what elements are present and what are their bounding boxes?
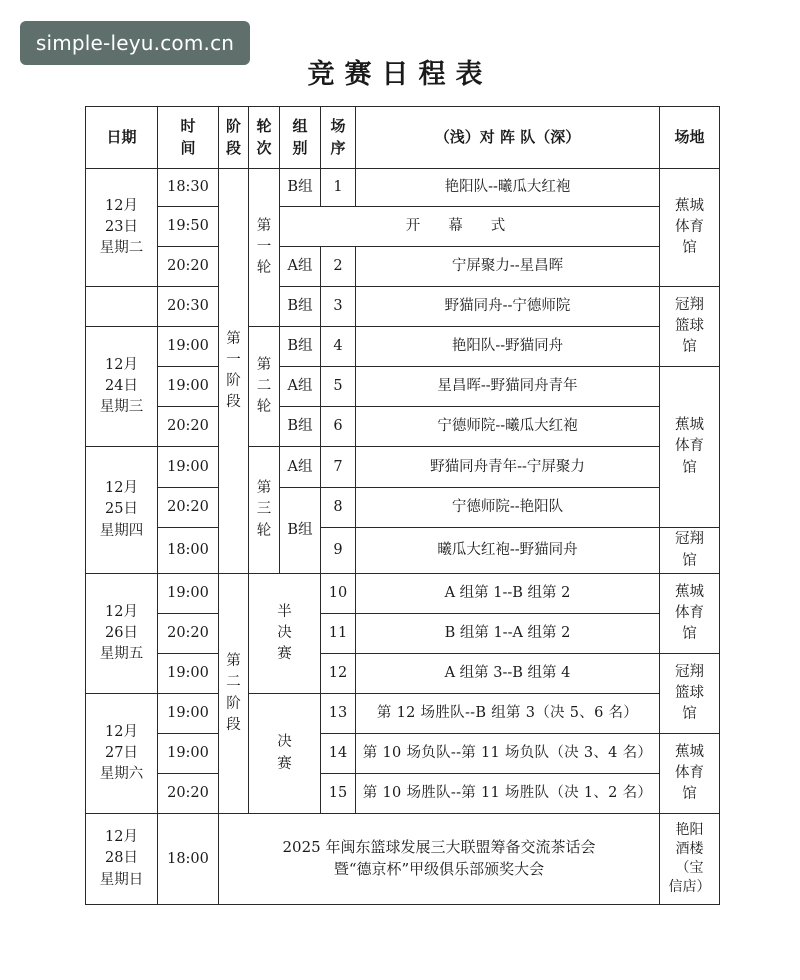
match-no-cell: 6 bbox=[321, 407, 356, 447]
teams-cell: 第 10 场胜队--第 11 场胜队（决 1、2 名） bbox=[356, 774, 660, 814]
venue-cell: 蕉城 体育 馆 bbox=[660, 367, 720, 528]
table-row bbox=[86, 247, 720, 287]
header-match-no: 场 序 bbox=[321, 107, 356, 169]
header-time: 时 间 bbox=[158, 107, 219, 169]
match-no-cell: 11 bbox=[321, 614, 356, 654]
time-cell: 19:00 bbox=[158, 327, 219, 367]
time-cell: 20:20 bbox=[158, 247, 219, 287]
round-cell: 半 决 赛 bbox=[249, 574, 321, 694]
table-row bbox=[86, 528, 720, 574]
match-no-cell: 15 bbox=[321, 774, 356, 814]
match-no-cell: 14 bbox=[321, 734, 356, 774]
date-cell: 12月 28日 星期日 bbox=[86, 814, 158, 905]
round-cell: 决 赛 bbox=[249, 694, 321, 814]
group-cell: B组 bbox=[280, 407, 321, 447]
page-title: 竞赛日程表 bbox=[307, 59, 493, 90]
teams-cell: 艳阳队--野猫同舟 bbox=[356, 327, 660, 367]
table-row bbox=[86, 814, 720, 905]
match-no-cell: 10 bbox=[321, 574, 356, 614]
match-no-cell: 12 bbox=[321, 654, 356, 694]
header-teams: （浅）对 阵 队（深） bbox=[356, 107, 660, 169]
venue-cell: 冠翔 馆 bbox=[660, 528, 720, 574]
match-no-cell: 4 bbox=[321, 327, 356, 367]
schedule-table bbox=[85, 106, 720, 905]
stage-cell: 第 二 阶 段 bbox=[219, 574, 249, 814]
time-cell: 18:00 bbox=[158, 814, 219, 905]
header-stage: 阶 段 bbox=[219, 107, 249, 169]
teams-cell: 宁屏聚力--星昌晖 bbox=[356, 247, 660, 287]
teams-cell: 宁德师院--艳阳队 bbox=[356, 488, 660, 528]
header-row bbox=[86, 107, 720, 169]
table-row bbox=[86, 367, 720, 407]
time-cell: 19:00 bbox=[158, 367, 219, 407]
table-row bbox=[86, 207, 720, 247]
table-row bbox=[86, 614, 720, 654]
time-cell: 20:30 bbox=[158, 287, 219, 327]
match-no-cell: 5 bbox=[321, 367, 356, 407]
time-cell: 18:00 bbox=[158, 528, 219, 574]
table-row bbox=[86, 327, 720, 367]
table-row bbox=[86, 447, 720, 488]
match-no-cell: 2 bbox=[321, 247, 356, 287]
group-cell: A组 bbox=[280, 247, 321, 287]
table-row bbox=[86, 654, 720, 694]
time-cell: 19:00 bbox=[158, 654, 219, 694]
time-cell: 20:20 bbox=[158, 407, 219, 447]
table-row bbox=[86, 574, 720, 614]
venue-cell: 蕉城 体育 馆 bbox=[660, 574, 720, 654]
date-cell: 12月 23日 星期二 bbox=[86, 169, 158, 287]
match-no-cell: 3 bbox=[321, 287, 356, 327]
table-row bbox=[86, 734, 720, 774]
round-cell: 第 一 轮 bbox=[249, 169, 280, 327]
table-row bbox=[86, 169, 720, 207]
match-no-cell: 1 bbox=[321, 169, 356, 207]
date-cell: 12月 25日 星期四 bbox=[86, 447, 158, 574]
header-round: 轮 次 bbox=[249, 107, 280, 169]
time-cell: 19:50 bbox=[158, 207, 219, 247]
teams-cell: 野猫同舟--宁德师院 bbox=[356, 287, 660, 327]
venue-cell: 蕉城 体育 馆 bbox=[660, 734, 720, 814]
teams-cell: B 组第 1--A 组第 2 bbox=[356, 614, 660, 654]
date-cell: 12月 26日 星期五 bbox=[86, 574, 158, 694]
teams-cell: 曦瓜大红袍--野猫同舟 bbox=[356, 528, 660, 574]
teams-cell: 宁德师院--曦瓜大红袍 bbox=[356, 407, 660, 447]
venue-cell: 艳阳 酒楼 （宝 信店） bbox=[660, 814, 720, 905]
teams-cell: 第 12 场胜队--B 组第 3（决 5、6 名） bbox=[356, 694, 660, 734]
time-cell: 19:00 bbox=[158, 734, 219, 774]
time-cell: 18:30 bbox=[158, 169, 219, 207]
date-cell-continued bbox=[86, 287, 158, 327]
stage-cell: 第 一 阶 段 bbox=[219, 169, 249, 574]
venue-cell: 冠翔 篮球 馆 bbox=[660, 287, 720, 367]
teams-cell: A 组第 3--B 组第 4 bbox=[356, 654, 660, 694]
teams-cell: 艳阳队--曦瓜大红袍 bbox=[356, 169, 660, 207]
teams-cell: 第 10 场负队--第 11 场负队（决 3、4 名） bbox=[356, 734, 660, 774]
teams-cell: A 组第 1--B 组第 2 bbox=[356, 574, 660, 614]
header-venue: 场地 bbox=[660, 107, 720, 169]
teams-cell: 野猫同舟青年--宁屏聚力 bbox=[356, 447, 660, 488]
venue-cell: 冠翔 篮球 馆 bbox=[660, 654, 720, 734]
date-cell: 12月 24日 星期三 bbox=[86, 327, 158, 447]
table-row bbox=[86, 694, 720, 734]
table-row bbox=[86, 407, 720, 447]
group-cell: B组 bbox=[280, 287, 321, 327]
group-cell: B组 bbox=[280, 488, 321, 574]
time-cell: 20:20 bbox=[158, 488, 219, 528]
date-cell: 12月 27日 星期六 bbox=[86, 694, 158, 814]
round-cell: 第 三 轮 bbox=[249, 447, 280, 574]
table-row bbox=[86, 488, 720, 528]
match-no-cell: 9 bbox=[321, 528, 356, 574]
header-group: 组 别 bbox=[280, 107, 321, 169]
header-date: 日期 bbox=[86, 107, 158, 169]
group-cell: B组 bbox=[280, 327, 321, 367]
venue-cell: 蕉城 体育 馆 bbox=[660, 169, 720, 287]
event-cell: 2025 年闽东篮球发展三大联盟筹备交流茶话会 暨“德京杯”甲级俱乐部颁奖大会 bbox=[219, 814, 660, 905]
table-row bbox=[86, 774, 720, 814]
table-row bbox=[86, 287, 720, 327]
time-cell: 20:20 bbox=[158, 614, 219, 654]
group-cell: A组 bbox=[280, 447, 321, 488]
match-no-cell: 7 bbox=[321, 447, 356, 488]
match-no-cell: 8 bbox=[321, 488, 356, 528]
group-cell: A组 bbox=[280, 367, 321, 407]
time-cell: 19:00 bbox=[158, 574, 219, 614]
round-cell: 第 二 轮 bbox=[249, 327, 280, 447]
watermark-badge: simple-leyu.com.cn bbox=[20, 21, 250, 65]
time-cell: 19:00 bbox=[158, 447, 219, 488]
time-cell: 19:00 bbox=[158, 694, 219, 734]
group-cell: B组 bbox=[280, 169, 321, 207]
opening-ceremony-cell: 开幕式 bbox=[280, 207, 660, 247]
teams-cell: 星昌晖--野猫同舟青年 bbox=[356, 367, 660, 407]
time-cell: 20:20 bbox=[158, 774, 219, 814]
match-no-cell: 13 bbox=[321, 694, 356, 734]
